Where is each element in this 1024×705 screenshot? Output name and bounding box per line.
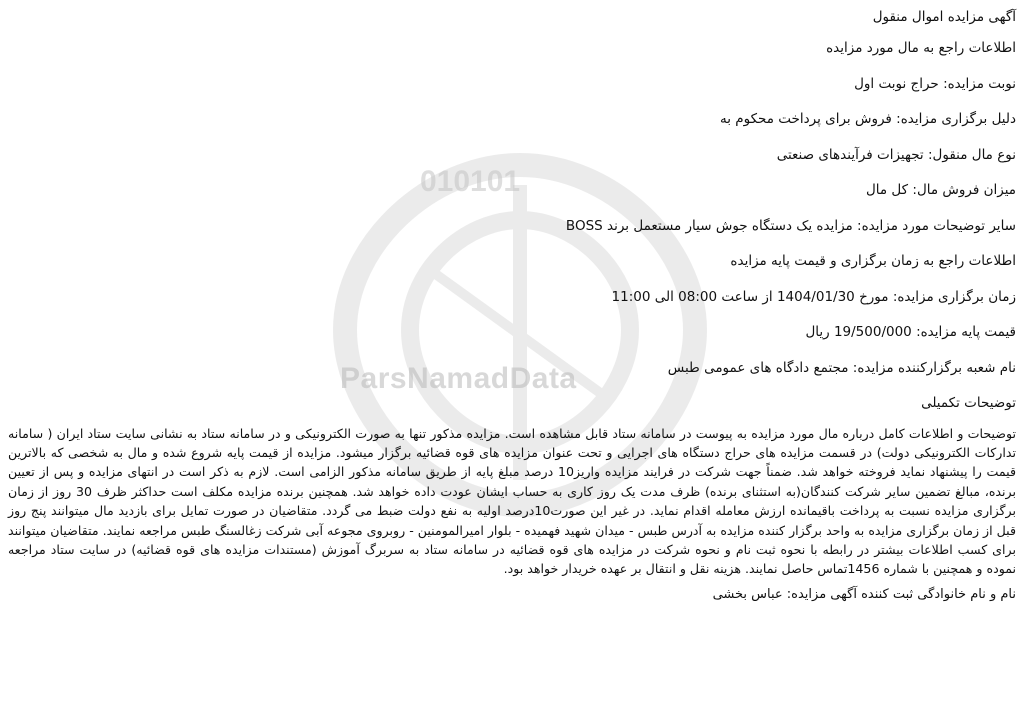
organizer-row xyxy=(8,351,1016,387)
registrant-label: نام و نام خانوادگی ثبت کننده آگهی مزایده: xyxy=(786,586,1016,602)
body-paragraph: توضیحات و اطلاعات کامل درباره مال مورد مزایده به پیوست در سامانه ستاد قابل مشاهده است. مزایده مذکور تنها به صورت الکترونیکی و در سامانه ستاد به نشانی سایت ستاد ایران ( سامانه تدارکات الکترونیکی دولت) در قسمت مزایده های حراج دستگاه های اجرایی و تحت عنوان مزایده های قوه قضائیه برگزار میشود. مزایده از قیمت پایه شروع شده و مال به شخصی که بالاترین قیمت را پیشنهاد نماید فروخته خواهد شد. ضمناً جهت شرکت در فرایند مزایده واریز10 درصد مبلغ پایه از طریق سامانه مذکور الزامی است. لازم به ذکر است در انتهای مزایده و پس از تعیین برنده، مبالغ تضمین سایر شرکت کنندگان(به استثنای برنده) ظرف مدت یک روز کاری به حساب ایشان عودت داده خواهد شد. همچنین برنده مزایده مکلف است حداکثر ظرف 30 روز از زمان برگزاری مزایده نسبت به پرداخت باقیمانده ارزش معامله اقدام نماید. در غیر این صورت10درصد اولیه به نفع دولت ضبط می گردد. متقاضیان در صورت تمایل برای بازدید مال میتوانند پنج روز قبل از زمان برگزاری مزایده به واحد برگزار کننده مزایده به آدرس طبس - میدان شهید فهمیده - بلوار امیرالمومنین - روبروی مجوعه آبی شرکت زغالسنگ طبس مراجعه نمایند. متقاضیان میتوانند برای کسب اطلاعات بیشتر در رابطه با نحوه ثبت نام و نحوه شرکت در مزایده های قوه قضائیه در سامانه ستاد به سربرگ آموزش (مستندات مزایده های قوه قضائیه) در سایت ستاد مراجعه نموده و همچنین با شماره 1456تماس حاصل نمایند. هزینه نقل و انتقال بر عهده خریدار خواهد بود. xyxy=(8,425,1016,577)
brand-name: BOSS xyxy=(565,217,603,234)
reason-row xyxy=(8,102,1016,138)
notice-title: آگهی مزایده اموال منقول xyxy=(872,9,1016,25)
from-word: از ساعت xyxy=(721,288,773,305)
item-type-label: نوع مال منقول: xyxy=(928,146,1016,163)
section-item-info: اطلاعات راجع به مال مورد مزایده xyxy=(826,40,1016,56)
other-desc-value: مزایده یک دستگاه جوش سیار مستعمل برند xyxy=(607,217,853,234)
section-time-price: اطلاعات راجع به زمان برگزاری و قیمت پایه مزایده xyxy=(730,253,1016,269)
other-desc-label: سایر توضیحات مورد مزایده: xyxy=(857,217,1016,234)
section-extra: توضیحات تکمیلی xyxy=(921,395,1016,411)
auction-date: 1404/01/30 xyxy=(776,288,855,305)
to-word: الی xyxy=(654,288,674,305)
item-type-row xyxy=(8,138,1016,174)
organizer-label: نام شعبه برگزارکننده مزایده: xyxy=(852,359,1016,376)
base-price-value: 19/500/000 xyxy=(833,324,912,340)
registrant-row xyxy=(8,587,1016,602)
auction-time-label: زمان برگزاری مزایده: xyxy=(892,288,1016,305)
registrant-value: عباس بخشی xyxy=(712,586,783,602)
sale-amount-label: میزان فروش مال: xyxy=(912,182,1016,198)
organizer-value: مجتمع دادگاه های عمومی طبس xyxy=(667,359,849,376)
auction-round-label: نوبت مزایده: xyxy=(943,75,1016,92)
start-time: 08:00 xyxy=(678,288,718,305)
base-price-row xyxy=(8,315,1016,351)
auction-round-row xyxy=(8,67,1016,103)
auction-round-value: حراج نوبت اول xyxy=(854,75,939,92)
date-word: مورخ xyxy=(859,288,889,305)
sale-amount-row xyxy=(8,173,1016,209)
item-type-value: تجهیزات فرآیندهای صنعتی xyxy=(776,146,924,163)
sale-amount-value: کل مال xyxy=(865,182,909,198)
end-time: 11:00 xyxy=(611,288,651,305)
reason-label: دلیل برگزاری مزایده: xyxy=(896,111,1016,127)
other-desc-row xyxy=(8,209,1016,245)
auction-time-row xyxy=(8,280,1016,316)
watermark-digits: 010101 xyxy=(420,165,521,198)
reason-value: فروش برای پرداخت محکوم به xyxy=(719,111,892,127)
base-price-label: قیمت پایه مزایده: xyxy=(916,324,1016,340)
base-price-unit: ریال xyxy=(805,324,830,340)
watermark-text: ParsNamadData xyxy=(340,362,577,395)
